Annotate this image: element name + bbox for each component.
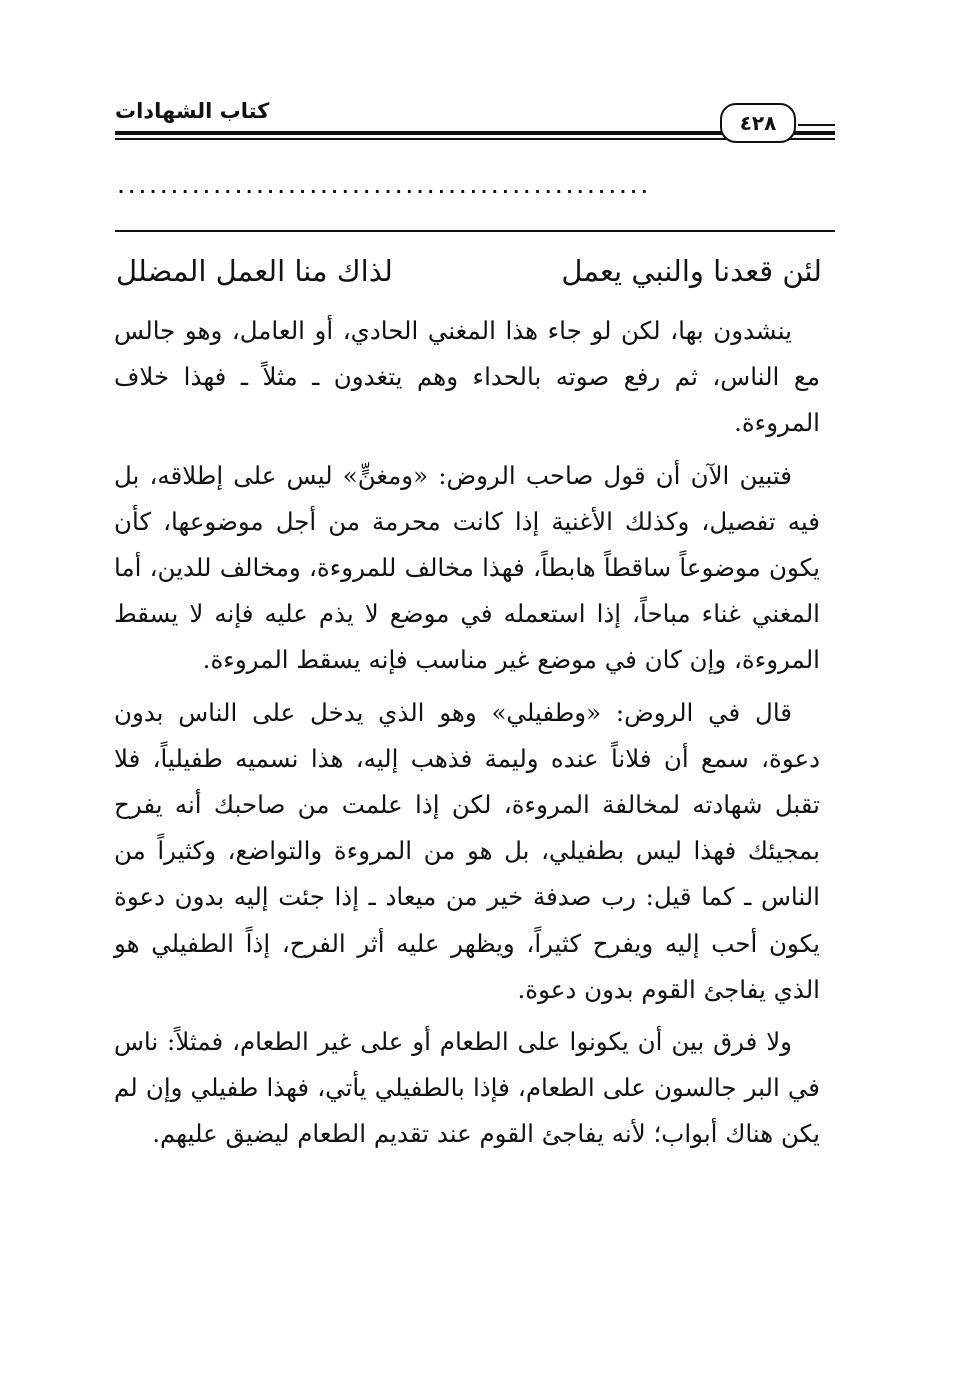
body-text (114, 308, 820, 1158)
paragraph: ينشدون بها، لكن لو جاء هذا المغني الحادي، أو العامل، وهو جالس مع الناس، ثم رفع صوته بالحداء وهم يتغدون ـ مثلاً ـ فهذا خلاف المروءة. (114, 316, 820, 438)
separator-line (115, 230, 835, 232)
book-title: كتاب الشهادات (115, 99, 270, 123)
page-number-badge (720, 103, 796, 143)
paragraph: فتبين الآن أن قول صاحب الروض: «ومغنٍّ» ليس على إطلاقه، بل فيه تفصيل، وكذلك الأغنية إذا كانت محرمة من أجل موضوعها، كأن يكون موضوعاً ساقطاً هابطاً، فهذا مخالف للمروءة، ومخالف للدين، أما المغني غناء مباحاً، إذا استعمله في موضع لا يذم عليه فإنه لا يسقط المروءة، وإن كان في موضع غير مناسب فإنه يسقط المروءة. (114, 460, 820, 675)
verse-second-hemistich: لذاك منا العمل المضلل (116, 254, 393, 288)
page-header (115, 95, 835, 155)
page-number: ٤٢٨ (739, 111, 777, 135)
paragraph: قال في الروض: «وطفيلي» وهو الذي يدخل على الناس بدون دعوة، سمع أن فلاناً عنده وليمة فذهب إليه، هذا نسميه طفيلياً، فلا تقبل شهادته لمخالفة المروءة، لكن إذا علمت من صاحبك أنه يفرح بمجيئك فهذا ليس بطفيلي، بل هو من المروءة والتواضع، وكثيراً من الناس ـ كما قيل: رب صدفة خير من ميعاد ـ إذا جئت إليه بدون دعوة يكون أحب إليه ويفرح كثيراً، ويظهر عليه أثر الفرح، إذاً الطفيلي هو الذي يفاجئ القوم بدون دعوة. (114, 697, 820, 1004)
verse-first-hemistich: لئن قعدنا والنبي يعمل (561, 254, 822, 288)
omission-dots: .................................................. (118, 178, 652, 197)
paragraph: ولا فرق بين أن يكونوا على الطعام أو على غير الطعام، فمثلاً: ناس في البر جالسون على الطعام، فإذا بالطفيلي يأتي، فهذا طفيلي وإن لم يكن هناك أبواب؛ لأنه يفاجئ القوم عند تقديم الطعام ليضيق عليهم. (114, 1027, 820, 1149)
header-rule-right (798, 124, 835, 126)
